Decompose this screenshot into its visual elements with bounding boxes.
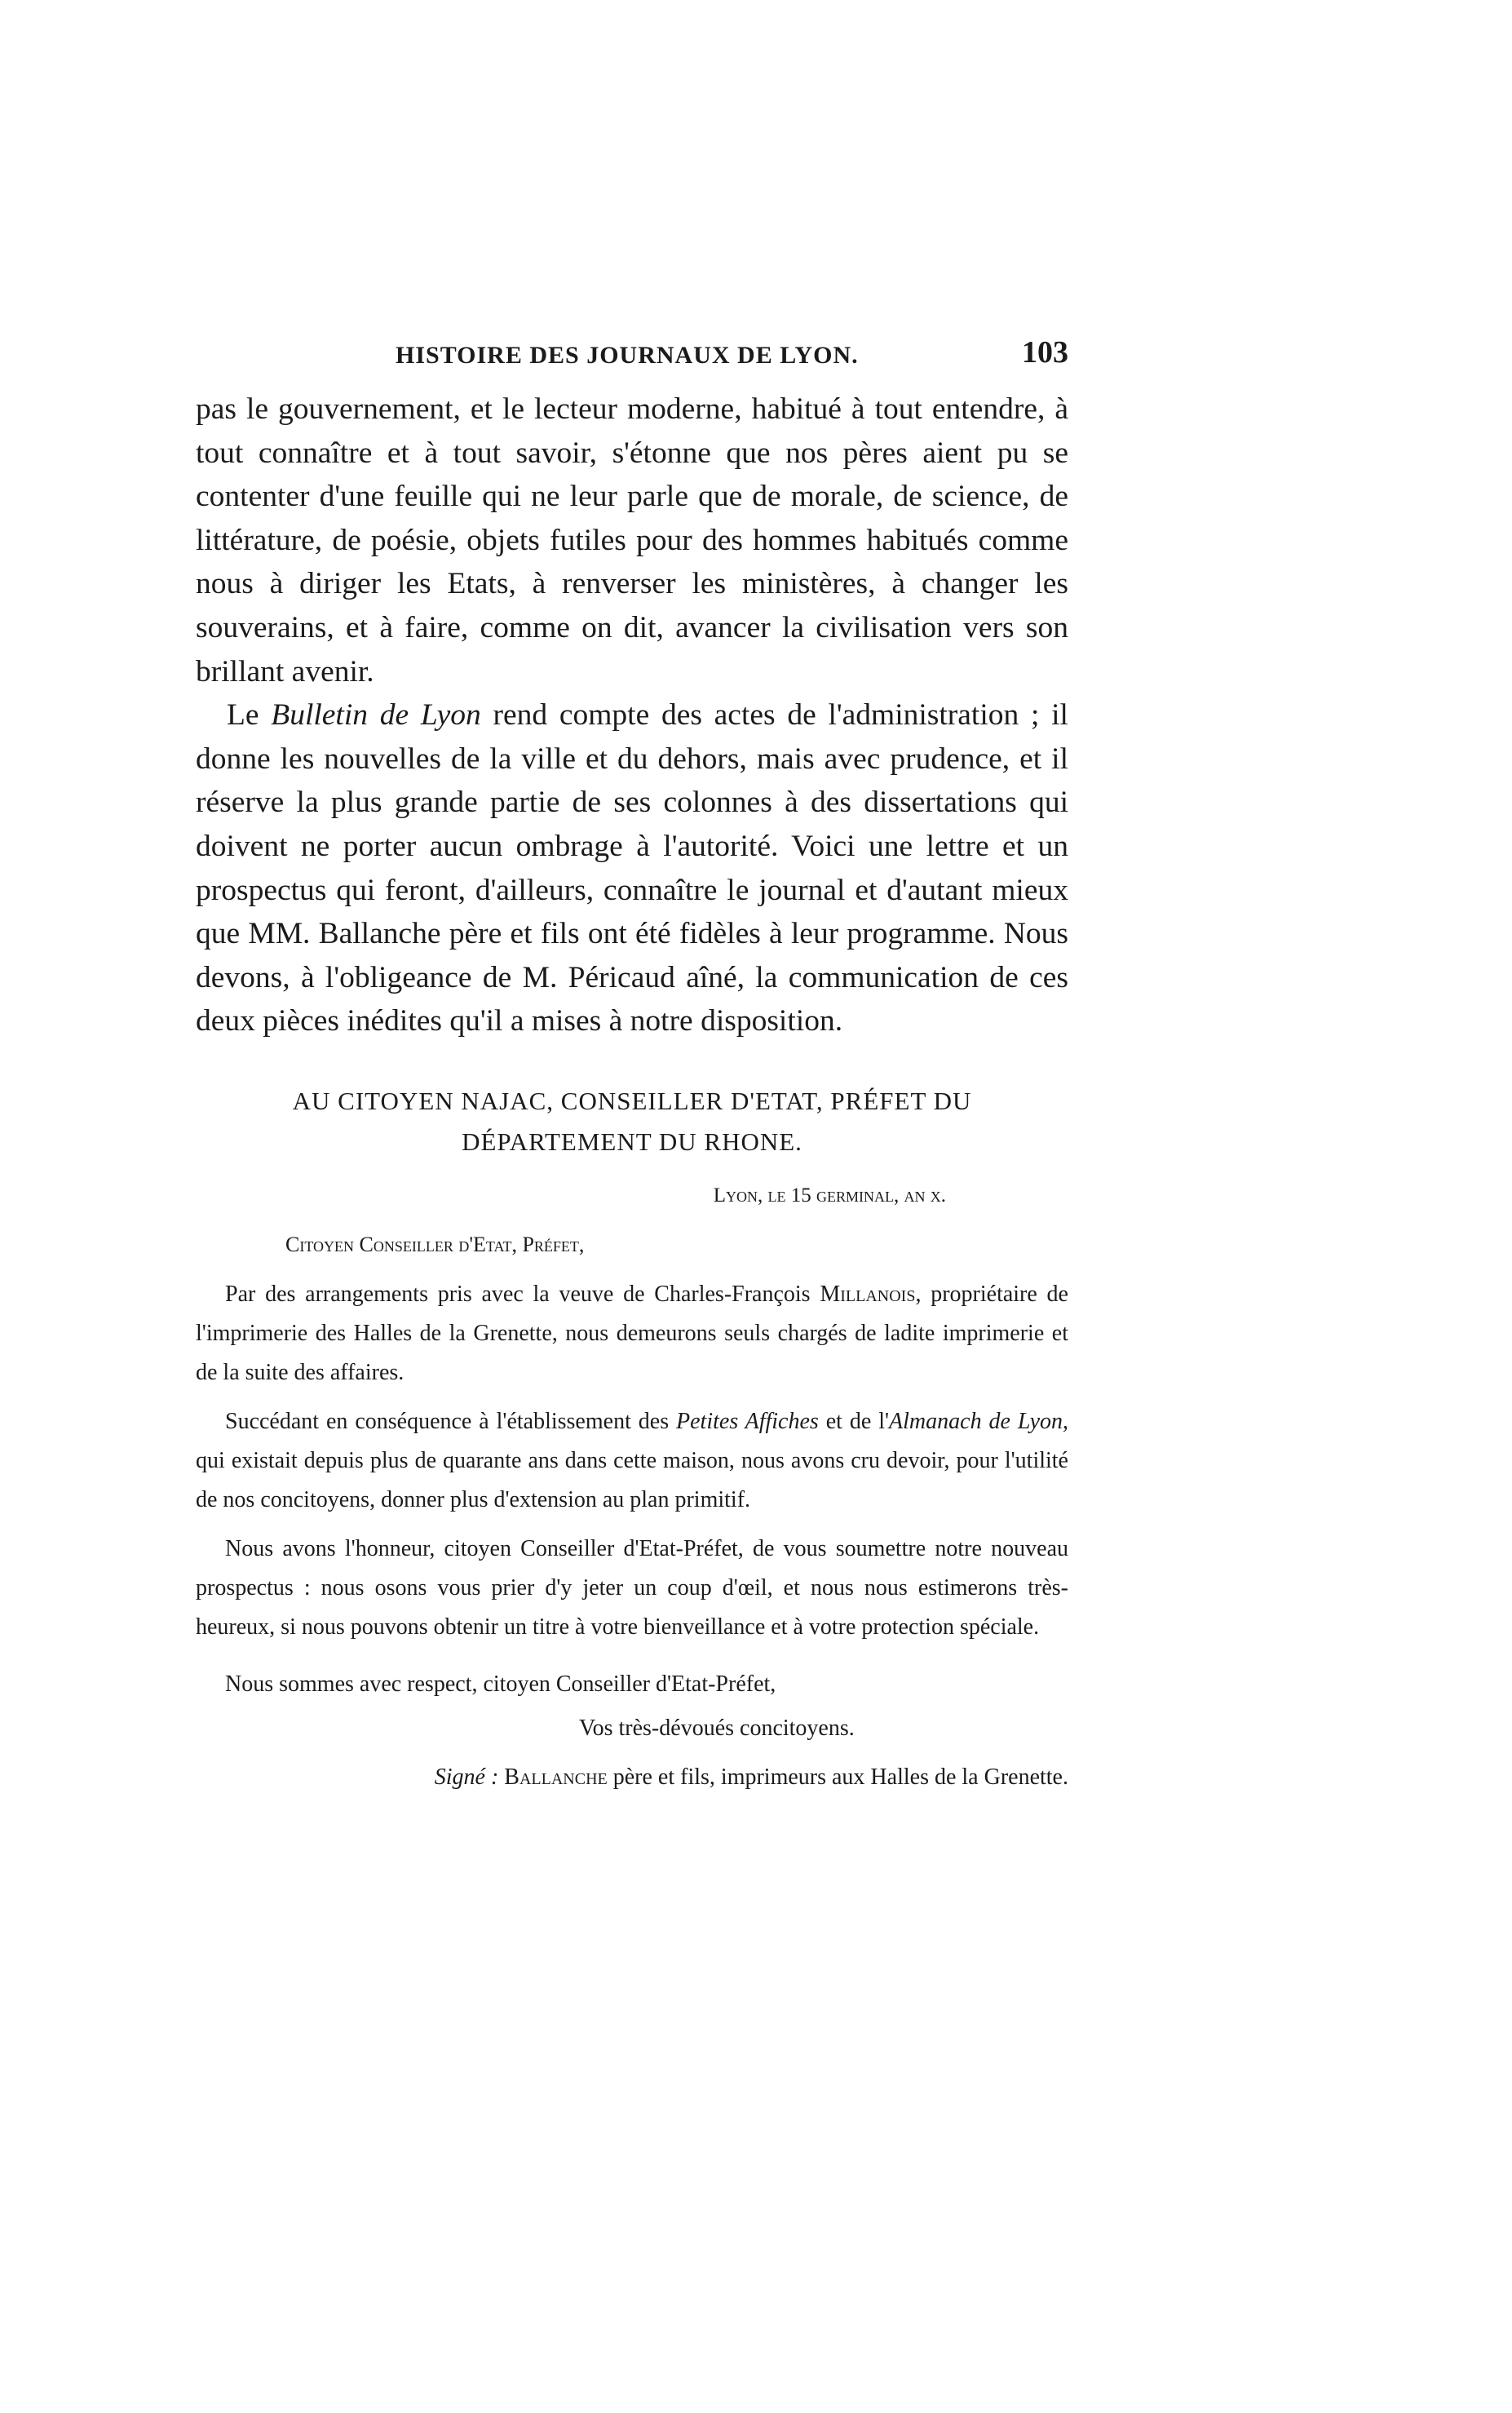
letter-paragraph-1-rest: , propriétaire de l'imprimerie des Halles de la Grenette, nous demeurons seuls chargés de ladite imprimerie et de la suite des affaires.	[196, 1281, 1068, 1385]
signature-name: Ballanche	[504, 1764, 608, 1790]
letter-paragraph-1	[196, 1275, 1068, 1392]
body-text	[196, 387, 1068, 1043]
book-page	[196, 330, 1068, 1797]
letter-signature	[196, 1758, 1068, 1797]
petites-affiches-title: Petites Affiches	[676, 1408, 819, 1434]
letter-closing-2: Vos très-dévoués concitoyens.	[579, 1715, 855, 1741]
signature-label: Signé :	[434, 1764, 499, 1790]
letter-closing: Nous sommes avec respect, citoyen Conseiller d'Etat-Préfet,	[225, 1671, 776, 1697]
letter-heading-line-1: AU CITOYEN NAJAC, CONSEILLER D'ETAT, PRÉFET DU	[292, 1086, 972, 1115]
letter-paragraph-2-mid: et de l'	[818, 1408, 890, 1434]
letter-paragraph-2-start: Succédant en conséquence à l'établissement des	[225, 1408, 677, 1434]
letter-heading	[196, 1081, 1068, 1162]
paragraph-1: pas le gouvernement, et le lecteur moderne, habitué à tout entendre, à tout connaître et à tout savoir, s'étonne que nos pères aient pu se contenter d'une feuille qui ne leur parle que de morale, de science, de littérature, de poésie, objets futiles pour des hommes habitués comme nous à diriger les Etats, à renverser les ministères, à changer les souverains, et à faire, comme on dit, avancer la civilisation vers son brillant avenir.	[196, 392, 1068, 688]
letter-heading-line-2: DÉPARTEMENT DU RHONE.	[462, 1127, 802, 1156]
almanach-title: Almanach de Lyon	[889, 1408, 1063, 1434]
paragraph-2-start: Le	[227, 698, 272, 733]
letter-paragraph-2	[196, 1402, 1068, 1520]
letter-date: Lyon, le 15 germinal, an x.	[713, 1184, 946, 1206]
bulletin-title: Bulletin de Lyon	[271, 698, 481, 733]
letter-paragraph-1-start: Par des arrangements pris avec la veuve de Charles-François	[225, 1281, 820, 1307]
letter	[196, 1081, 1068, 1797]
signature-rest: père et fils, imprimeurs aux Halles de la Grenette.	[607, 1764, 1068, 1790]
millanois-name: Millanois	[820, 1281, 916, 1307]
page-number: 103	[1022, 335, 1068, 370]
letter-paragraph-2-rest: , qui existait depuis plus de quarante ans dans cette maison, nous avons cru devoir, pour l'utilité de nos concitoyens, donner plus d'extension au plan primitif.	[196, 1408, 1069, 1512]
running-title: HISTOIRE DES JOURNAUX DE LYON.	[396, 342, 859, 369]
paragraph-2	[196, 693, 1068, 1043]
paragraph-2-rest: rend compte des actes de l'administration ; il donne les nouvelles de la ville et du dehors, mais avec prudence, et il réserve la plus grande partie de ses colonnes à des dissertations qui doivent ne porter aucun ombrage à l'autorité. Voici une lettre et un prospectus qui feront, d'ailleurs, connaître le journal et d'autant mieux que MM. Ballanche père et fils ont été fidèles à leur programme. Nous devons, à l'obligeance de M. Péricaud aîné, la communication de ces deux pièces inédites qu'il a mises à notre disposition.	[196, 698, 1068, 1038]
running-head	[196, 330, 1068, 387]
letter-salutation: Citoyen Conseiller d'Etat, Préfet,	[285, 1232, 585, 1256]
letter-paragraph-3: Nous avons l'honneur, citoyen Conseiller d'Etat-Préfet, de vous soumettre notre nouveau prospectus : nous osons vous prier d'y jeter un coup d'œil, et nous nous estimerons très-heureux, si nous pouvons obtenir un titre à votre bienveillance et à votre protection spéciale.	[196, 1535, 1068, 1640]
